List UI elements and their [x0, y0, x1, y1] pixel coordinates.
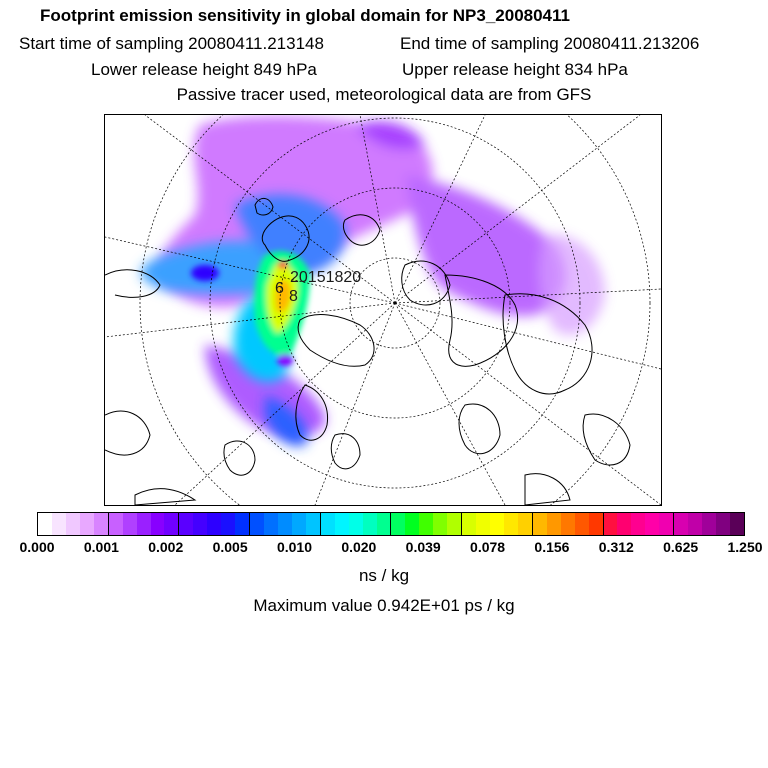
colorbar-box [617, 513, 631, 535]
colorbar-tick-label: 0.312 [598, 539, 634, 555]
colorbar-box [207, 513, 221, 535]
colorbar-box [335, 513, 349, 535]
colorbar-box [659, 513, 674, 535]
colorbar-box [604, 513, 618, 535]
colorbar-box [151, 513, 165, 535]
colorbar-box [575, 513, 589, 535]
colorbar-unit: ns / kg [358, 566, 410, 585]
trajectory-label-overlap: 20151820 [290, 269, 362, 286]
colorbar-box [179, 513, 193, 535]
polar-stereographic-map [105, 115, 661, 505]
colorbar-box [235, 513, 250, 535]
colorbar-tick-label: 0.001 [83, 539, 119, 555]
colorbar-box [137, 513, 151, 535]
colorbar-box [447, 513, 462, 535]
colorbar-tick-label: 0.002 [148, 539, 184, 555]
colorbar-box [730, 513, 744, 535]
colorbar-tick-label: 0.039 [405, 539, 441, 555]
colorbar-box [533, 513, 547, 535]
plot-title: Footprint emission sensitivity in global domain for NP3_20080411 [40, 6, 570, 25]
colorbar-box [264, 513, 278, 535]
colorbar-box [688, 513, 702, 535]
colorbar-box [433, 513, 447, 535]
colorbar-tick-label: 0.005 [212, 539, 248, 555]
colorbar-box [631, 513, 645, 535]
colorbar-box [221, 513, 235, 535]
colorbar-box [321, 513, 335, 535]
sensitivity-field [141, 116, 605, 446]
colorbar-box [391, 513, 405, 535]
colorbar-box [462, 513, 476, 535]
colorbar-box [561, 513, 575, 535]
colorbar-box [476, 513, 490, 535]
colorbar-box [292, 513, 306, 535]
polar-map-panel [104, 114, 662, 506]
colorbar-tick-label: 0.078 [470, 539, 506, 555]
colorbar-box [518, 513, 533, 535]
trajectory-label-8: 8 [289, 288, 298, 305]
colorbar-box [702, 513, 716, 535]
colorbar-box [547, 513, 561, 535]
colorbar-box [38, 513, 52, 535]
colorbar-tick-label: 0.625 [663, 539, 699, 555]
colorbar-box [80, 513, 94, 535]
colorbar-box [405, 513, 419, 535]
colorbar-tick-label: 0.156 [534, 539, 570, 555]
colorbar-box [123, 513, 137, 535]
start-time-text: Start time of sampling 20080411.213148 [19, 34, 324, 53]
colorbar [37, 512, 745, 536]
colorbar-box [164, 513, 179, 535]
colorbar-box [94, 513, 109, 535]
colorbar-box [109, 513, 123, 535]
colorbar-box [490, 513, 504, 535]
colorbar-box [278, 513, 292, 535]
colorbar-box [306, 513, 321, 535]
end-time-text: End time of sampling 20080411.213206 [400, 34, 700, 53]
lower-release-height-text: Lower release height 849 hPa [91, 60, 317, 79]
colorbar-box [377, 513, 392, 535]
colorbar-tick-label: 0.010 [276, 539, 312, 555]
colorbar-box [52, 513, 66, 535]
colorbar-tick-label: 0.000 [19, 539, 55, 555]
colorbar-box [716, 513, 730, 535]
upper-release-height-text: Upper release height 834 hPa [402, 60, 628, 79]
trajectory-label-6: 6 [275, 280, 284, 297]
colorbar-box [589, 513, 604, 535]
colorbar-box [674, 513, 688, 535]
colorbar-tick-label: 1.250 [727, 539, 763, 555]
colorbar-tick-label: 0.020 [341, 539, 377, 555]
colorbar-box [504, 513, 518, 535]
colorbar-box [363, 513, 377, 535]
colorbar-box [250, 513, 264, 535]
colorbar-box [66, 513, 80, 535]
maximum-value-text: Maximum value 0.942E+01 ps / kg [253, 596, 515, 615]
tracer-note-text: Passive tracer used, meteorological data are from GFS [176, 85, 592, 104]
colorbar-box [193, 513, 207, 535]
colorbar-box [645, 513, 659, 535]
colorbar-box [419, 513, 433, 535]
colorbar-box [349, 513, 363, 535]
